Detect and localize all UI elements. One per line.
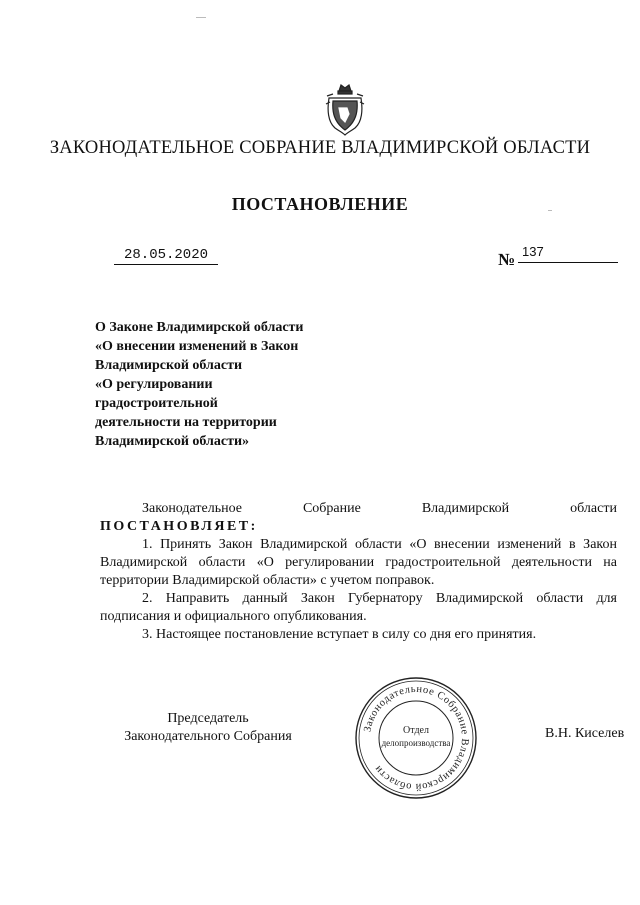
- intro-word: области: [570, 501, 617, 516]
- resolution-item: 3. Настоящее постановление вступает в силу со дня его принятия.: [142, 627, 537, 642]
- stamp-center-line: Отдел: [403, 725, 429, 736]
- number-underline: [518, 262, 618, 263]
- intro-word: Владимирской: [421, 501, 510, 516]
- subject-line: О Законе Владимирской области: [95, 320, 304, 335]
- document-subject: [95, 318, 395, 451]
- subject-line: «О внесении изменений в Закон: [95, 339, 299, 354]
- resolution-item: 2. Направить данный Закон Губернатору Владимирской области для подписания и официального опубликования.: [100, 591, 617, 624]
- signatory-title: [108, 710, 308, 746]
- subject-line: Владимирской области»: [95, 434, 250, 449]
- stamp-center-line: делопроизводства: [381, 738, 451, 748]
- subject-line: деятельности на территории: [95, 415, 277, 430]
- signatory-title-line: Председатель: [167, 711, 249, 726]
- subject-line: «О регулировании: [95, 377, 213, 392]
- signatory-title-line: Законодательного Собрания: [124, 729, 292, 744]
- document-number: 137: [522, 244, 544, 259]
- coat-of-arms-emblem: [325, 82, 365, 138]
- organization-title: ЗАКОНОДАТЕЛЬНОЕ СОБРАНИЕ ВЛАДИМИРСКОЙ ОБЛАСТИ: [49, 138, 591, 158]
- stamp-ring-text: Законодательное Собрание Владимирской области: [362, 683, 471, 793]
- document-date: 28.05.2020: [114, 247, 218, 265]
- scan-speck: [548, 210, 552, 211]
- office-stamp: [354, 676, 478, 800]
- resolution-item: 1. Принять Закон Владимирской области «О внесении изменений в Закон Владимирской области «О регулировании градостроительной деятельности на территории Владимирской области» с учетом поправок.: [100, 537, 617, 588]
- signatory-name: В.Н. Киселев: [545, 726, 625, 741]
- intro-word: Собрание: [302, 501, 361, 516]
- intro-line: [100, 500, 617, 518]
- number-sign: №: [498, 250, 516, 269]
- subject-line: градостроительной: [95, 396, 218, 411]
- resolve-heading: ПОСТАНОВЛЯЕТ:: [100, 519, 258, 534]
- document-body: [100, 500, 617, 644]
- intro-word: Законодательное: [142, 501, 242, 516]
- document-type-heading: ПОСТАНОВЛЕНИЕ: [231, 194, 409, 214]
- scan-speck: [196, 17, 206, 18]
- subject-line: Владимирской области: [95, 358, 243, 373]
